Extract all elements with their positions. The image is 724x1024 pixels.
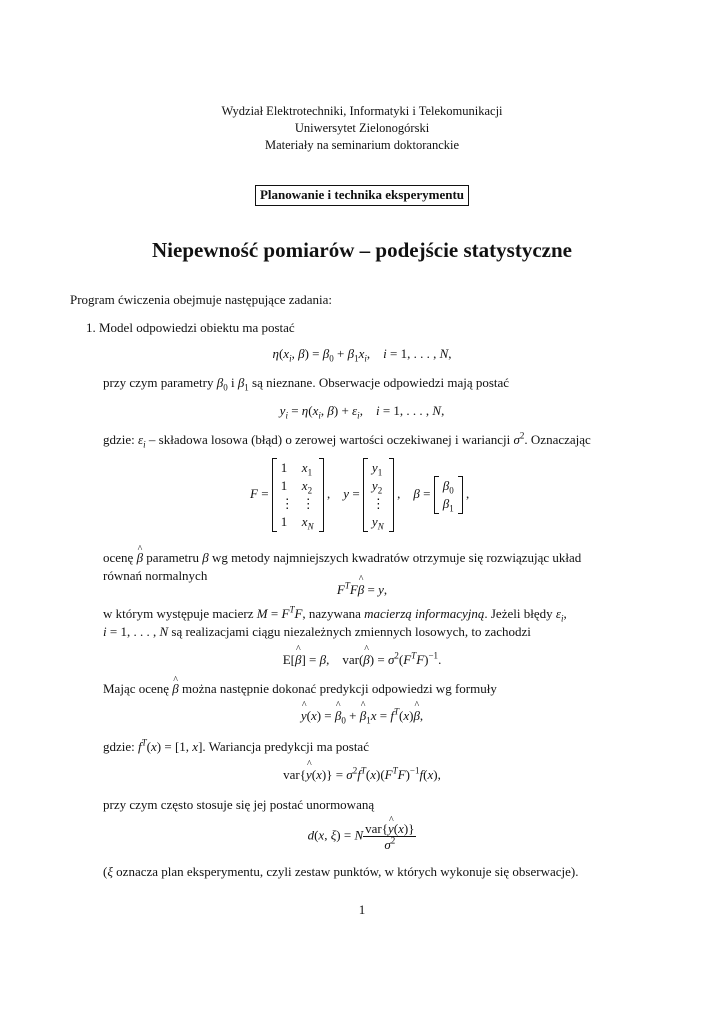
paragraph-plan: (ξ oznacza plan eksperymentu, czyli zestaw punktów, w których wykonuje się obserwacje). bbox=[103, 864, 579, 879]
paragraph-normalized: przy czym często stosuje się jej postać unormowaną bbox=[103, 797, 375, 812]
paragraph-estimate: ocenę ^ β parametru β wg metody najmniejszych kwadratów otrzymuje się rozwiązując układ bbox=[103, 549, 581, 567]
equation-expectation: E[^ β] = β, var(^ $\beta) = \sigma^2(F^TF)^{-1}$. bbox=[0, 652, 724, 668]
university-name: Uniwersytet Zielonogórski bbox=[294, 121, 430, 135]
paragraph-prediction: Mając ocenę ^ β można następnie dokonać predykcji odpowiedzi wg formuły bbox=[103, 680, 497, 698]
item-text: Model odpowiedzi obiektu ma postać bbox=[99, 320, 295, 335]
page-title: Niepewność pomiarów – podejście statystyczne bbox=[152, 238, 572, 262]
equation-observations: $y_i = \eta(x_i$, $\beta) + \varepsilon_i$, i = 1, . . . , N, bbox=[279, 403, 445, 421]
course-box-wrapper bbox=[0, 185, 724, 206]
page-number: 1 bbox=[358, 902, 366, 917]
faculty-name: Wydział Elektrotechniki, Informatyki i Telekomunikacji bbox=[221, 104, 503, 118]
item-number: 1. bbox=[86, 320, 96, 335]
matrix-F: 1 $x_1$ 1 $x_2$ ⋮ ⋮ 1 $x_N$ bbox=[272, 458, 324, 532]
course-title-box: Planowanie i technika eksperymentu bbox=[255, 185, 469, 206]
matrix-definitions: F = 1 $x_1$ 1 $x_2$ ⋮ ⋮ 1 $x_N$ , y = $y_1$ $y_2$ ⋮ $y_N$ , β = $\beta_0$ $\beta_1$ , bbox=[250, 460, 470, 532]
equation-normal: $F^TF\^{}$ β = y, bbox=[0, 582, 724, 598]
paragraph-params: przy czym parametry $\beta_0$ i $\beta_1$ są nieznane. Obserwacje odpowiedzi mają postać bbox=[103, 375, 510, 393]
vector-y: $y_1$ $y_2$ ⋮ $y_N$ bbox=[363, 458, 394, 532]
equation-variance: var{^ $y(x)\} = \sigma^2f^T(x)(F^TF)^{-1}f(x)$, bbox=[0, 767, 724, 783]
materials-note: Materiały na seminarium doktoranckie bbox=[264, 138, 460, 152]
equation-normalized: d(x, ξ) = N $\frac{\text{var\{\textasciicircum{} y(x)\}}}{\sigma^2}$ bbox=[0, 821, 724, 852]
vector-beta: $\beta_0$ $\beta_1$ bbox=[434, 476, 463, 514]
item-1 bbox=[86, 319, 295, 337]
equation-model: $\eta(x_i$, $\beta) = \beta_0 + \beta_1x_i$, i = 1, . . . , N, bbox=[272, 346, 452, 364]
paragraph-variance: gdzie: $f^T(x) = [1$, x]. Wariancja predykcji ma postać bbox=[103, 737, 369, 754]
paragraph-noise: gdzie: $\varepsilon_i$ – składowa losowa (błąd) o zerowej wartości oczekiwanej i wariancji $\sigma^2$. Oznaczając bbox=[103, 430, 591, 450]
intro-text: Program ćwiczenia obejmuje następujące zadania: bbox=[70, 292, 333, 307]
paragraph-normal: równań normalnych bbox=[103, 568, 208, 583]
paragraph-info-matrix: w którym występuje macierz $M = F^TF$, nazywana macierzą informacyjną. Jeżeli błędy $\varepsilon_i$, bbox=[103, 604, 567, 624]
equation-prediction: ^ y(x) = ^ $\beta_0$ + ^ $\beta_1x$ = $f^T(x)\^{}$ β, bbox=[0, 708, 724, 724]
paragraph-independent: i = 1, . . . , N są realizacjami ciągu niezależnych zmiennych losowych, to zachodzi bbox=[103, 624, 531, 639]
